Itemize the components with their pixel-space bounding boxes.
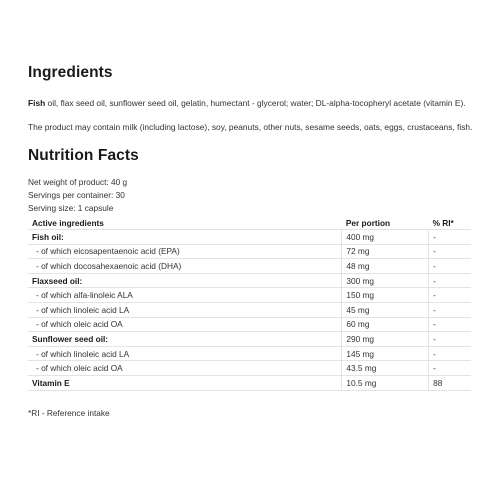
nutrition-heading: Nutrition Facts xyxy=(28,147,139,164)
table-row xyxy=(28,230,471,245)
row-portion: 300 mg xyxy=(342,273,429,288)
row-ri: - xyxy=(429,317,471,332)
ingredients-text-rest: oil, flax seed oil, sunflower seed oil, gelatin, humectant - glycerol; water; DL-alpha-tocopheryl acetate (vitamin E). xyxy=(45,98,466,108)
header-per-portion: Per portion xyxy=(345,217,391,228)
row-name: - of which oleic acid OA xyxy=(28,361,342,376)
table-row xyxy=(28,302,471,317)
row-ri: 88 xyxy=(429,375,471,390)
row-portion: 45 mg xyxy=(342,302,429,317)
table-row xyxy=(28,288,471,303)
product-details xyxy=(28,64,473,418)
row-name: - of which linoleic acid LA xyxy=(28,346,342,361)
header-ri: % RI* xyxy=(432,217,454,228)
nutrition-table xyxy=(28,216,471,391)
footnote: *RI - Reference intake xyxy=(28,407,110,418)
table-header-row xyxy=(28,216,471,230)
row-ri: - xyxy=(429,361,471,376)
serving-size: Serving size: 1 capsule xyxy=(28,203,114,213)
net-weight: Net weight of product: 40 g xyxy=(28,177,128,187)
row-ri: - xyxy=(429,332,471,347)
row-portion: 43.5 mg xyxy=(342,361,429,376)
table-row xyxy=(28,375,471,390)
row-ri: - xyxy=(429,230,471,245)
servings-per-container: Servings per container: 30 xyxy=(28,190,125,200)
table-row xyxy=(28,317,471,332)
ingredients-text xyxy=(28,97,473,110)
row-ri: - xyxy=(429,302,471,317)
row-ri: - xyxy=(429,244,471,259)
row-name: - of which eicosapentaenoic acid (EPA) xyxy=(28,244,342,259)
ingredients-heading: Ingredients xyxy=(28,64,113,81)
row-ri: - xyxy=(429,346,471,361)
row-name: Sunflower seed oil: xyxy=(28,332,342,347)
row-portion: 400 mg xyxy=(342,230,429,245)
table-row xyxy=(28,361,471,376)
nutrition-meta xyxy=(28,176,473,215)
row-name: - of which docosahexaenoic acid (DHA) xyxy=(28,259,342,274)
row-name: Flaxseed oil: xyxy=(28,273,342,288)
row-portion: 48 mg xyxy=(342,259,429,274)
table-row xyxy=(28,332,471,347)
row-name: - of which linoleic acid LA xyxy=(28,302,342,317)
row-name: - of which alfa-linoleic ALA xyxy=(28,288,342,303)
row-name: Vitamin E xyxy=(28,375,342,390)
row-ri: - xyxy=(429,288,471,303)
table-row xyxy=(28,259,471,274)
row-portion: 72 mg xyxy=(342,244,429,259)
allergens-text: The product may contain milk (including lactose), soy, peanuts, other nuts, sesame seeds, oats, eggs, crustaceans, fish. xyxy=(28,122,473,132)
table-row xyxy=(28,346,471,361)
row-ri: - xyxy=(429,273,471,288)
ingredients-lead-bold: Fish xyxy=(28,98,46,108)
row-portion: 290 mg xyxy=(342,332,429,347)
row-portion: 150 mg xyxy=(342,288,429,303)
row-portion: 10.5 mg xyxy=(342,375,429,390)
row-ri: - xyxy=(429,259,471,274)
row-portion: 145 mg xyxy=(342,346,429,361)
row-portion: 60 mg xyxy=(342,317,429,332)
table-row xyxy=(28,244,471,259)
table-row xyxy=(28,273,471,288)
header-active-ingredients: Active ingredients xyxy=(32,217,104,228)
row-name: - of which oleic acid OA xyxy=(28,317,342,332)
row-name: Fish oil: xyxy=(28,230,342,245)
